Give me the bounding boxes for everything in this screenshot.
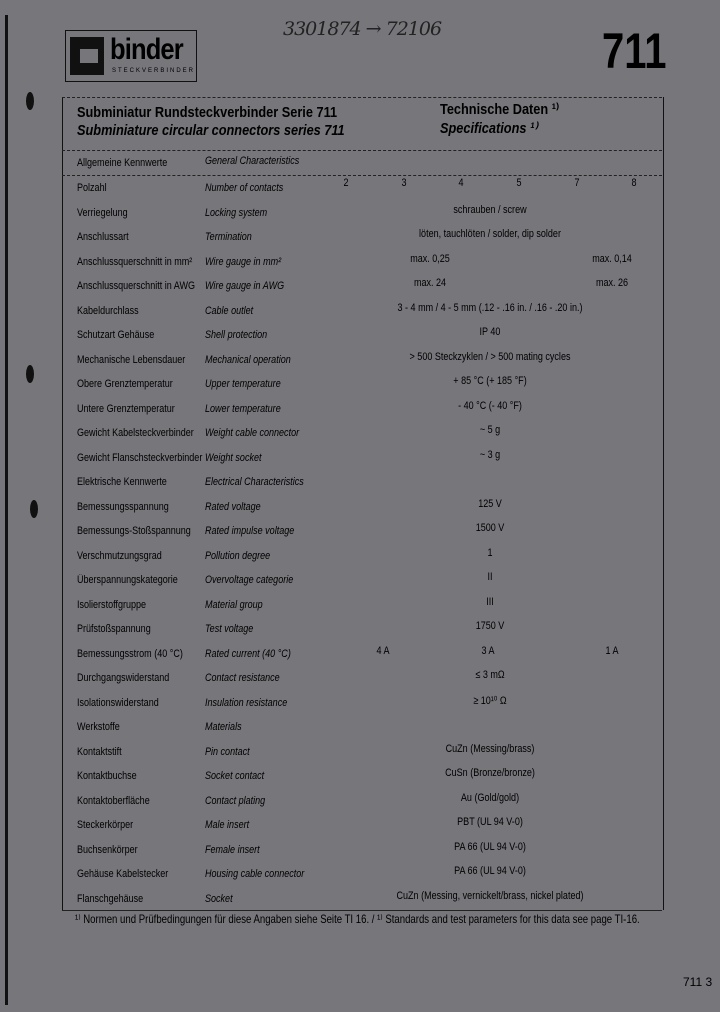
row-value: - 40 °C (- 40 °F) (458, 399, 522, 412)
row-label-en: Mechanical operation (205, 353, 291, 366)
row-label-en: Rated voltage (205, 500, 261, 513)
row-label-de: Überspannungskategorie (77, 574, 178, 586)
row-label-de: Kontaktstift (77, 745, 122, 758)
row-value: löten, tauchlöten / solder, dip solder (419, 228, 561, 240)
row-value: 1 A (605, 644, 619, 657)
divider (62, 97, 662, 98)
row-value: IP 40 (479, 326, 501, 338)
row-value: max. 26 (595, 277, 629, 289)
row-label-de: Kontaktoberfläche (77, 794, 150, 807)
row-label-de: Mechanische Lebensdauer (77, 353, 186, 366)
row-value: ~ 5 g (479, 424, 501, 436)
row-label-de: Kabeldurchlass (77, 304, 139, 317)
row-label-en: Rated current (40 °C) (205, 647, 291, 660)
row-label-de: Isolierstoffgruppe (77, 598, 147, 611)
row-label-de: Kontaktbuchse (77, 770, 137, 782)
row-label-en: Test voltage (205, 623, 254, 635)
row-label-de: Schutzart Gehäuse (77, 329, 155, 341)
row-label-en: Overvoltage categorie (205, 574, 294, 586)
row-label-en: Shell protection (205, 329, 268, 341)
row-label-en: Materials (205, 721, 242, 733)
row-label-en: Housing cable connector (205, 868, 305, 880)
row-value: max. 0,25 (410, 252, 450, 265)
logo-mark-icon (70, 37, 104, 75)
row-label-de: Polzahl (77, 182, 107, 194)
row-label-de: Steckerkörper (77, 819, 134, 831)
spec-title-en: Specifications ¹⁾ (440, 120, 538, 137)
row-label-en: Number of contacts (205, 182, 284, 194)
row-value: 1 (487, 546, 493, 559)
punch-hole (30, 500, 38, 518)
row-label-de: Bemessungsstrom (40 °C) (77, 647, 183, 660)
row-label-de: Untere Grenztemperatur (77, 402, 175, 415)
row-value: schrauben / screw (453, 203, 527, 216)
row-value: PBT (UL 94 V-0) (457, 816, 523, 828)
row-label-en: Electrical Characteristics (205, 476, 304, 488)
row-value: ≥ 10¹⁰ Ω (473, 694, 507, 707)
row-label-de: Werkstoffe (77, 721, 120, 733)
row-label-en: Cable outlet (205, 304, 254, 317)
row-label-en: Female insert (205, 843, 260, 856)
row-label-en: Pollution degree (205, 549, 271, 562)
row-value: 125 V (478, 497, 502, 510)
row-label-en: Male insert (205, 819, 250, 831)
contact-count: 3 (401, 177, 407, 189)
scan-edge (5, 15, 8, 1005)
row-label-en: Material group (205, 598, 263, 611)
row-label-en: Insulation resistance (205, 696, 288, 709)
row-label-de: Anschlussart (77, 231, 129, 243)
row-label-en: Locking system (205, 206, 268, 219)
row-value: ≤ 3 mΩ (475, 669, 505, 681)
row-value: PA 66 (UL 94 V-0) (454, 840, 526, 853)
logo-text: binder (110, 33, 183, 66)
row-label-en: Weight socket (205, 451, 262, 464)
row-label-en: Weight cable connector (205, 427, 300, 439)
row-value: CuSn (Bronze/bronze) (445, 767, 535, 779)
row-value: 3 A (481, 644, 495, 657)
row-label-de: Anschlussquerschnitt in AWG (77, 280, 195, 292)
row-value: max. 0,14 (592, 252, 632, 265)
row-label-de: Durchgangswiderstand (77, 672, 170, 684)
row-label-en: Pin contact (205, 745, 250, 758)
section-general-de: Allgemeine Kennwerte (77, 157, 168, 169)
series-number: 711 (602, 23, 667, 79)
binder-logo (65, 30, 197, 82)
row-label-de: Gewicht Kabelsteckverbinder (77, 427, 194, 439)
title-de: Subminiatur Rundsteckverbinder Serie 711 (77, 104, 338, 121)
contact-count: 5 (516, 177, 522, 189)
row-value: III (486, 595, 494, 608)
row-label-de: Verriegelung (77, 206, 128, 219)
row-label-en: Wire gauge in AWG (205, 280, 285, 292)
row-label-de: Prüfstoßspannung (77, 623, 151, 635)
row-value: 1500 V (475, 522, 505, 534)
row-label-en: Socket contact (205, 770, 265, 782)
row-value: max. 24 (413, 277, 447, 289)
row-label-en: Wire gauge in mm² (205, 255, 282, 268)
punch-hole (26, 365, 34, 383)
row-value: II (487, 571, 493, 583)
row-label-en: Lower temperature (205, 402, 281, 415)
row-label-de: Bemessungs-Stoßspannung (77, 525, 191, 537)
row-label-de: Buchsenkörper (77, 843, 138, 856)
row-label-en: Contact plating (205, 794, 266, 807)
contact-count: 4 (458, 177, 464, 189)
row-label-de: Elektrische Kennwerte (77, 476, 167, 488)
row-value: CuZn (Messing/brass) (445, 742, 535, 755)
title-en: Subminiature circular connectors series 711 (77, 122, 345, 139)
row-value: ~ 3 g (479, 448, 501, 461)
row-label-en: Termination (205, 231, 252, 243)
footnote: ¹⁾ Normen und Prüfbedingungen für diese Angaben siehe Seite TI 16. / ¹⁾ Standards and test parameters for this data see page TI-16. (75, 912, 640, 926)
row-value: CuZn (Messing, vernickelt/brass, nickel plated) (396, 889, 584, 902)
contact-count: 2 (343, 177, 349, 189)
row-value: 3 - 4 mm / 4 - 5 mm (.12 - .16 in. / .16 - .20 in.) (397, 301, 583, 314)
divider (62, 910, 662, 911)
handwritten-note: 3301874 → 72106 (283, 18, 442, 40)
divider (62, 150, 662, 151)
row-value: 4 A (376, 644, 390, 657)
divider (62, 175, 662, 176)
row-label-en: Upper temperature (205, 378, 281, 390)
row-label-en: Socket (205, 892, 233, 905)
row-label-en: Rated impulse voltage (205, 525, 295, 537)
row-label-de: Bemessungsspannung (77, 500, 169, 513)
row-label-de: Verschmutzungsgrad (77, 549, 162, 562)
row-label-de: Obere Grenztemperatur (77, 378, 173, 390)
logo-subtext: STECKVERBINDER (112, 68, 196, 74)
contact-count: 8 (631, 177, 637, 189)
row-label-de: Gewicht Flanschsteckverbinder (77, 451, 203, 464)
contact-count: 7 (574, 177, 580, 189)
row-value: PA 66 (UL 94 V-0) (454, 865, 526, 877)
row-label-de: Isolationswiderstand (77, 696, 159, 709)
spec-title-de: Technische Daten ¹⁾ (440, 101, 560, 118)
row-value: + 85 °C (+ 185 °F) (453, 375, 527, 387)
row-value: 1750 V (475, 620, 505, 632)
row-label-de: Gehäuse Kabelstecker (77, 868, 169, 880)
row-value: > 500 Steckzyklen / > 500 mating cycles (409, 350, 571, 363)
section-general-en: General Characteristics (205, 155, 300, 167)
row-label-de: Flanschgehäuse (77, 892, 144, 905)
row-label-en: Contact resistance (205, 672, 280, 684)
row-value: Au (Gold/gold) (460, 791, 520, 804)
page-number: 711 3 (683, 975, 713, 989)
row-label-de: Anschlussquerschnitt in mm² (77, 255, 193, 268)
punch-hole (26, 92, 34, 110)
